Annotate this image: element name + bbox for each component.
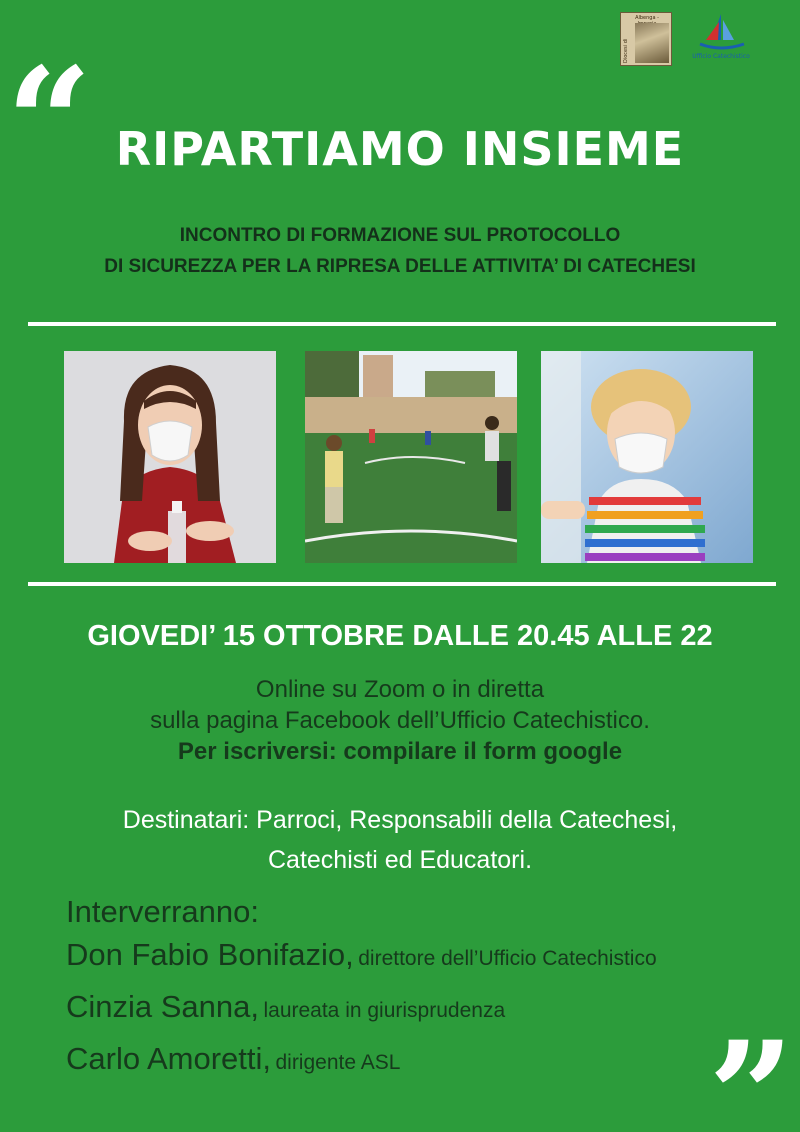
audience — [0, 800, 800, 880]
subtitle-line-2: DI SICUREZZA PER LA RIPRESA DELLE ATTIVITA’ DI CATECHESI — [104, 256, 696, 277]
event-info — [0, 674, 800, 767]
opening-quote-mark: “ — [6, 35, 93, 211]
closing-quote-mark: ” — [708, 1009, 795, 1132]
online-line-2: sulla pagina Facebook dell’Ufficio Catechistico. — [150, 707, 650, 734]
speakers-heading: Interverranno: — [66, 894, 259, 929]
audience-line-1: Destinatari: Parroci, Responsabili della Catechesi, — [122, 806, 678, 834]
speaker-role: dirigente ASL — [275, 1051, 401, 1074]
speaker-name: Cinzia Sanna, — [66, 989, 260, 1024]
speaker-row — [66, 1036, 786, 1088]
photo-woman-mask — [64, 351, 276, 563]
event-date-time: GIOVEDI’ 15 OTTOBRE DALLE 20.45 ALLE 22 — [87, 620, 713, 652]
page-title: RIPARTIAMO INSIEME — [115, 122, 685, 176]
speakers-section — [66, 892, 786, 1088]
speaker-role: laureata in giurisprudenza — [263, 999, 506, 1022]
speaker-name: Carlo Amoretti, — [66, 1041, 272, 1076]
diocese-logo-text: Albenga - — [635, 15, 659, 21]
subtitle-line-1: INCONTRO DI FORMAZIONE SUL PROTOCOLLO — [179, 225, 621, 246]
diocese-logo — [620, 12, 672, 66]
divider-top — [28, 322, 776, 326]
photo-children-field — [305, 351, 517, 563]
catechetical-office-logo — [690, 12, 752, 64]
speaker-role: direttore dell’Ufficio Catechistico — [358, 947, 657, 970]
photo-child-mask — [541, 351, 753, 563]
office-logo-text: Ufficio Catechistico — [692, 53, 750, 60]
subtitle — [0, 220, 800, 282]
speaker-row — [66, 984, 786, 1036]
diocese-logo-crest — [635, 23, 669, 63]
online-line-1: Online su Zoom o in diretta — [255, 676, 545, 703]
audience-line-2: Catechisti ed Educatori. — [267, 846, 533, 874]
speaker-row — [66, 932, 786, 984]
speaker-name: Don Fabio Bonifazio, — [66, 937, 354, 972]
signup-instructions: Per iscriversi: compilare il form google — [177, 738, 623, 765]
divider-bottom — [28, 582, 776, 586]
diocese-logo-side-text: Diocesi di — [623, 38, 629, 63]
sailboat-icon — [690, 12, 752, 54]
